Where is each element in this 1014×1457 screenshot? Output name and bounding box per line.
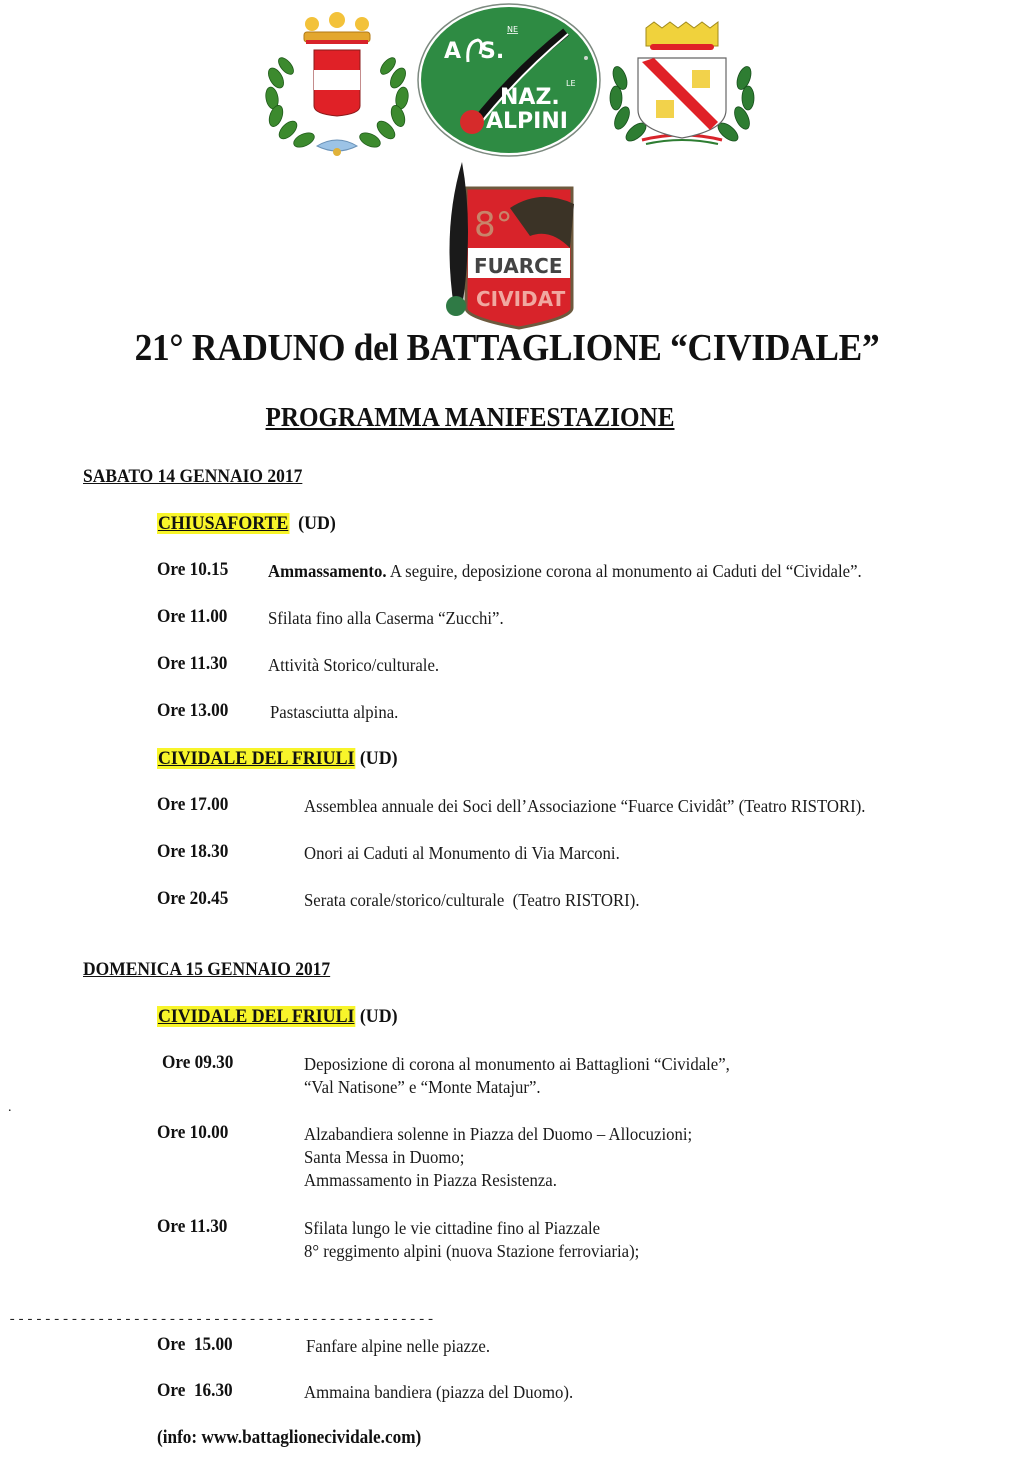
day-heading-sunday: DOMENICA 15 GENNAIO 2017 — [83, 959, 331, 980]
event-time: Ore 16.30 — [157, 1381, 233, 1401]
svg-text:S.: S. — [480, 39, 505, 64]
event-description: Pastasciutta alpina. — [270, 702, 399, 722]
event-time: Ore 10.00 — [157, 1123, 229, 1143]
event-line: Deposizione di corona al monumento ai Battaglioni “Cividale”, — [304, 1054, 730, 1074]
event-line: Ammassamento in Piazza Resistenza. — [304, 1170, 557, 1190]
place-name: CHIUSAFORTE — [157, 513, 289, 534]
fuarce-cividat-badge — [440, 158, 580, 330]
place-heading-chiusaforte — [157, 513, 336, 535]
event-description: Ammaina bandiera (piazza del Duomo). — [304, 1382, 574, 1402]
coat-of-arms-left-icon — [262, 6, 412, 158]
svg-text:NE: NE — [507, 25, 519, 34]
event-description: Sfilata fino alla Caserma “Zucchi”. — [268, 608, 504, 628]
place-heading-cividale-sunday — [157, 1006, 398, 1028]
svg-text:NAZ.: NAZ. — [500, 85, 560, 110]
ana-logo-icon — [416, 2, 602, 158]
place-name: CIVIDALE DEL FRIULI — [157, 1006, 355, 1027]
event-row — [0, 1053, 1014, 1103]
stray-mark: . — [8, 1100, 12, 1115]
event-description — [304, 1123, 692, 1192]
event-row — [0, 1217, 1014, 1267]
event-line: Alzabandiera solenne in Piazza del Duomo – Allocuzioni; — [304, 1124, 693, 1144]
event-time: Ore 11.30 — [157, 654, 228, 674]
svg-text:LE: LE — [566, 79, 576, 88]
coat-of-arms-right-icon — [606, 18, 758, 158]
event-description: Attività Storico/culturale. — [268, 655, 440, 675]
place-heading-cividale — [157, 748, 398, 770]
event-description — [304, 1217, 639, 1263]
event-description: Fanfare alpine nelle piazze. — [306, 1336, 491, 1356]
separator-line: ------------------------------------------------ — [8, 1312, 436, 1328]
svg-text:CIVIDAT: CIVIDAT — [476, 287, 566, 311]
event-line: Sfilata lungo le vie cittadine fino al Piazzale — [304, 1218, 601, 1238]
event-time: Ore 20.45 — [157, 889, 229, 909]
event-bold-lead: Ammassamento. — [268, 561, 387, 581]
svg-text:A: A — [444, 39, 462, 64]
event-line: Santa Messa in Duomo; — [304, 1147, 465, 1167]
coat-of-arms-left — [262, 6, 412, 158]
event-time: Ore 11.00 — [157, 607, 228, 627]
event-description: Assemblea annuale dei Soci dell’Associazione “Fuarce Cividât” (Teatro RISTORI). — [304, 796, 866, 816]
event-description: Serata corale/storico/culturale (Teatro RISTORI). — [304, 890, 640, 910]
event-row — [0, 1123, 1014, 1195]
fuarce-cividat-badge-icon — [440, 158, 580, 330]
event-time: Ore 17.00 — [157, 795, 229, 815]
event-text: A seguire, deposizione corona al monumento ai Caduti del “Cividale”. — [386, 561, 862, 581]
event-description: Onori ai Caduti al Monumento di Via Marconi. — [304, 843, 620, 863]
place-province: (UD) — [359, 1006, 398, 1027]
event-description — [304, 1053, 730, 1099]
event-time: Ore 13.00 — [157, 701, 229, 721]
page-title: 21° RADUNO del BATTAGLIONE “CIVIDALE” — [134, 327, 880, 369]
svg-text:8°: 8° — [474, 205, 513, 245]
event-time: Ore 10.15 — [157, 560, 229, 580]
place-province: (UD) — [298, 513, 336, 534]
place-name: CIVIDALE DEL FRIULI — [157, 748, 355, 769]
event-line: “Val Natisone” e “Monte Matajur”. — [304, 1077, 541, 1097]
page-subtitle: PROGRAMMA MANIFESTAZIONE — [265, 402, 675, 432]
place-province: (UD) — [359, 748, 398, 769]
event-time: Ore 18.30 — [157, 842, 229, 862]
svg-text:ALPINI: ALPINI — [486, 109, 568, 134]
event-time: Ore 11.30 — [157, 1217, 228, 1237]
day-heading-saturday: SABATO 14 GENNAIO 2017 — [83, 466, 303, 487]
coat-of-arms-right — [606, 18, 758, 158]
info-link[interactable]: (info: www.battaglionecividale.com) — [157, 1428, 422, 1448]
event-time: Ore 15.00 — [157, 1335, 233, 1355]
svg-text:FUARCE: FUARCE — [474, 254, 563, 278]
event-line: 8° reggimento alpini (nuova Stazione ferroviaria); — [304, 1241, 640, 1261]
ana-logo — [416, 2, 602, 158]
event-time: Ore 09.30 — [162, 1053, 234, 1073]
event-description — [268, 560, 862, 583]
